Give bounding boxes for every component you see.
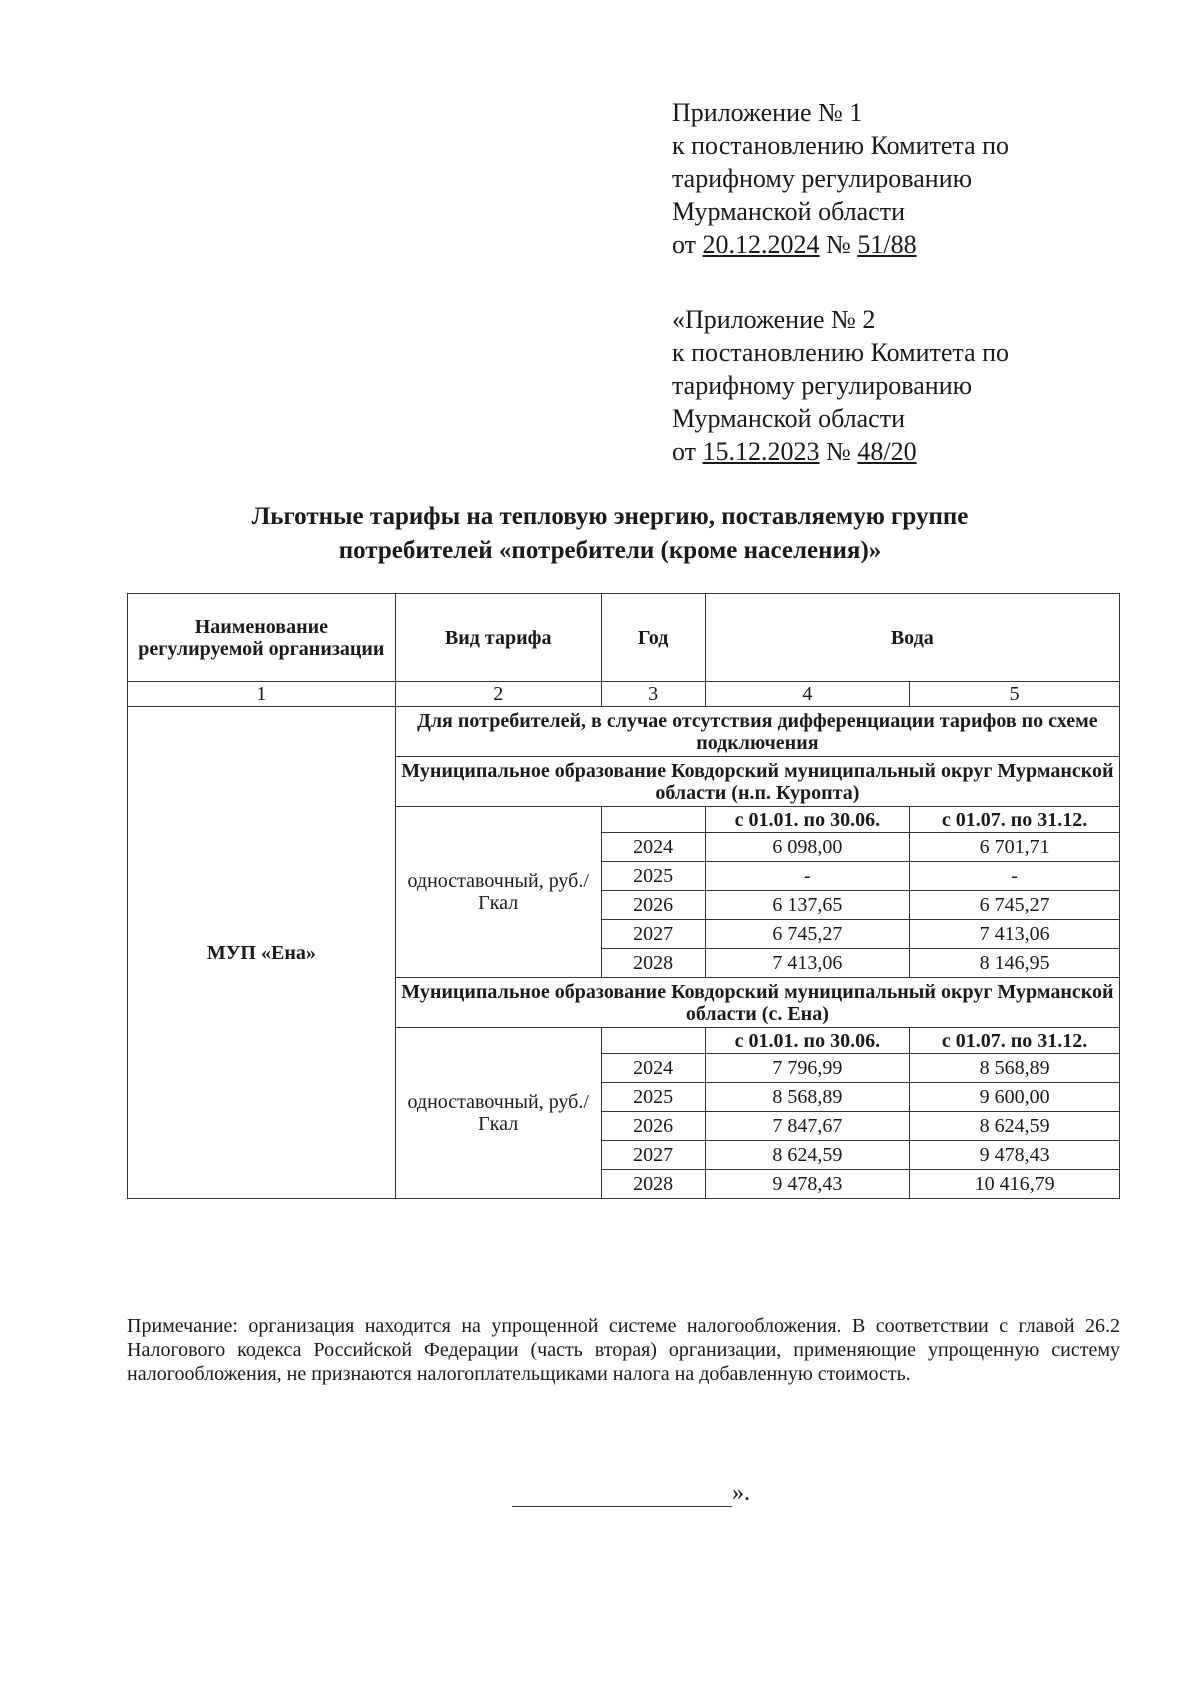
column-number: 1 xyxy=(128,682,396,707)
appendix-1-date: 20.12.2024 xyxy=(702,230,820,259)
year-cell: 2025 xyxy=(601,862,705,891)
document-title xyxy=(130,500,1090,568)
value-cell: - xyxy=(910,862,1120,891)
year-cell: 2024 xyxy=(601,833,705,862)
value-cell: 6 745,27 xyxy=(910,891,1120,920)
tariff-type-cell: одноставочный, руб./Гкал xyxy=(395,1028,601,1199)
closing-quote: ». xyxy=(732,1480,750,1506)
header-tariff-type: Вид тарифа xyxy=(395,594,601,682)
year-cell: 2026 xyxy=(601,1112,705,1141)
value-cell: 8 146,95 xyxy=(910,949,1120,978)
year-cell: 2025 xyxy=(601,1083,705,1112)
value-cell: - xyxy=(705,862,910,891)
period-1: с 01.01. по 30.06. xyxy=(705,1028,910,1054)
appendix-2-date: 15.12.2023 xyxy=(702,437,820,466)
appendix-2-line: «Приложение № 2 xyxy=(672,305,876,334)
appendix-2-line: тарифному регулированию xyxy=(672,371,973,400)
header-year: Год xyxy=(601,594,705,682)
appendix-1-line: Приложение № 1 xyxy=(672,98,863,127)
appendix-2-line: к постановлению Комитета по xyxy=(672,338,1010,367)
value-cell: 6 701,71 xyxy=(910,833,1120,862)
empty-cell xyxy=(601,807,705,833)
appendix-1-header xyxy=(672,96,1009,261)
value-cell: 8 568,89 xyxy=(910,1054,1120,1083)
appendix-2-date-line xyxy=(672,435,1009,468)
appendix-2-line: Мурманской области xyxy=(672,404,905,433)
year-cell: 2027 xyxy=(601,1141,705,1170)
year-cell: 2027 xyxy=(601,920,705,949)
value-cell: 8 624,59 xyxy=(705,1141,910,1170)
value-cell: 6 098,00 xyxy=(705,833,910,862)
tariff-type-cell: одноставочный, руб./Гкал xyxy=(395,807,601,978)
title-line-1: Льготные тарифы на тепловую энергию, поставляемую группе xyxy=(251,503,969,530)
appendix-1-prefix: от xyxy=(672,230,697,259)
appendix-1-line: тарифному регулированию xyxy=(672,164,973,193)
appendix-1-date-line xyxy=(672,228,1009,261)
value-cell: 7 847,67 xyxy=(705,1112,910,1141)
organization-name: МУП «Ена» xyxy=(128,707,396,1199)
value-cell: 9 600,00 xyxy=(910,1083,1120,1112)
value-cell: 7 413,06 xyxy=(910,920,1120,949)
title-line-2: потребителей «потребители (кроме населения)» xyxy=(338,537,882,564)
table-header-row xyxy=(128,594,1120,682)
closing-mark xyxy=(512,1480,750,1507)
header-water: Вода xyxy=(705,594,1119,682)
appendix-2-header xyxy=(672,303,1009,468)
appendix-2-number-sign: № xyxy=(826,437,851,466)
value-cell: 9 478,43 xyxy=(705,1170,910,1199)
value-cell: 7 413,06 xyxy=(705,949,910,978)
appendix-2-prefix: от xyxy=(672,437,697,466)
column-number: 4 xyxy=(705,682,910,707)
value-cell: 6 137,65 xyxy=(705,891,910,920)
appendix-1-line: к постановлению Комитета по xyxy=(672,131,1010,160)
appendix-2-number: 48/20 xyxy=(857,437,917,466)
value-cell: 8 568,89 xyxy=(705,1083,910,1112)
header-org: Наименование регулируемой организации xyxy=(128,594,396,682)
appendix-1-line: Мурманской области xyxy=(672,197,905,226)
value-cell: 8 624,59 xyxy=(910,1112,1120,1141)
period-2: с 01.07. по 31.12. xyxy=(910,807,1120,833)
municipality-name: Муниципальное образование Ковдорский муниципальный округ Мурманской области (н.п. Куропта) xyxy=(395,757,1119,807)
column-number: 3 xyxy=(601,682,705,707)
period-2: с 01.07. по 31.12. xyxy=(910,1028,1120,1054)
year-cell: 2028 xyxy=(601,1170,705,1199)
value-cell: 7 796,99 xyxy=(705,1054,910,1083)
value-cell: 10 416,79 xyxy=(910,1170,1120,1199)
period-1: с 01.01. по 30.06. xyxy=(705,807,910,833)
year-cell: 2028 xyxy=(601,949,705,978)
municipality-name: Муниципальное образование Ковдорский муниципальный округ Мурманской области (с. Ена) xyxy=(395,978,1119,1028)
year-cell: 2024 xyxy=(601,1054,705,1083)
column-number: 2 xyxy=(395,682,601,707)
section-general-row xyxy=(128,707,1120,757)
tax-note: Примечание: организация находится на упрощенной системе налогообложения. В соответствии с главой 26.2 Налогового кодекса Российской Федерации (часть вторая) организации, применяющие упрощенную систему налогообложения, не признаются налогоплательщиками налога на добавленную стоимость. xyxy=(127,1315,1120,1385)
appendix-1-number-sign: № xyxy=(826,230,851,259)
tariff-table xyxy=(127,593,1120,1199)
empty-cell xyxy=(601,1028,705,1054)
value-cell: 9 478,43 xyxy=(910,1141,1120,1170)
column-number-row xyxy=(128,682,1120,707)
year-cell: 2026 xyxy=(601,891,705,920)
column-number: 5 xyxy=(910,682,1120,707)
section-general: Для потребителей, в случае отсутствия дифференциации тарифов по схеме подключения xyxy=(395,707,1119,757)
signature-line xyxy=(512,1484,732,1507)
value-cell: 6 745,27 xyxy=(705,920,910,949)
appendix-1-number: 51/88 xyxy=(857,230,917,259)
